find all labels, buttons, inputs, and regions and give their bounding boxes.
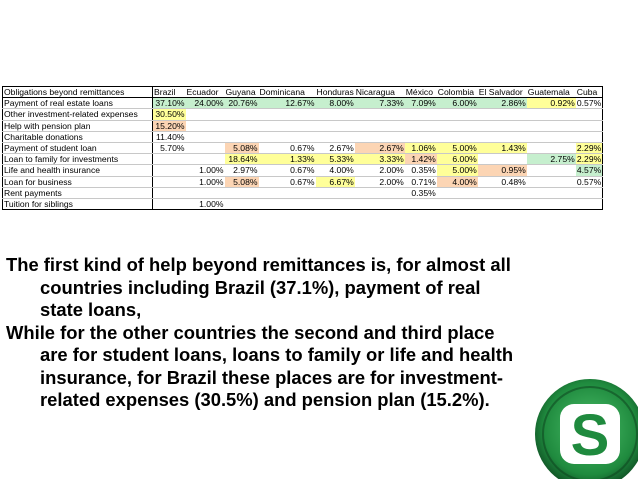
table-cell xyxy=(527,198,576,209)
table-cell xyxy=(316,187,355,198)
table-cell: 4.00% xyxy=(316,165,355,176)
table-row xyxy=(3,154,603,165)
table-cell: 0.35% xyxy=(405,187,437,198)
table-cell xyxy=(259,131,316,142)
table-cell xyxy=(576,131,603,142)
table-cell xyxy=(527,165,576,176)
table-cell xyxy=(153,176,186,187)
table-row xyxy=(3,187,603,198)
table-cell xyxy=(478,120,527,131)
table-cell xyxy=(259,120,316,131)
table-cell: 0.95% xyxy=(478,165,527,176)
table-row xyxy=(3,142,603,153)
row-label: Charitable donations xyxy=(3,131,153,142)
header-country: Colombia xyxy=(437,87,478,98)
table-cell xyxy=(405,198,437,209)
table-cell: 2.29% xyxy=(576,154,602,165)
table-cell xyxy=(405,120,437,131)
table-cell xyxy=(153,187,186,198)
table-cell: 0.67% xyxy=(259,142,316,153)
table-cell xyxy=(527,120,576,131)
table-cell xyxy=(355,198,405,209)
table-cell xyxy=(405,109,437,120)
table-cell: 2.00% xyxy=(355,165,405,176)
table-cell xyxy=(478,154,527,165)
table-cell xyxy=(186,109,225,120)
table-cell xyxy=(186,187,225,198)
table-cell: 7.33% xyxy=(355,98,405,109)
table-row xyxy=(3,165,603,176)
table-cell xyxy=(437,131,478,142)
table-header-row xyxy=(3,87,603,98)
table-cell: 2.29% xyxy=(576,143,602,154)
table-cell xyxy=(153,198,186,209)
s-logo-icon xyxy=(532,378,638,479)
table-cell: 5.08% xyxy=(225,142,259,153)
row-label: Payment of real estate loans xyxy=(3,98,153,109)
table-cell: 1.06% xyxy=(405,142,437,153)
table-cell: 11.40% xyxy=(153,131,186,142)
row-label: Tuition for siblings xyxy=(3,198,153,209)
table-cell: 1.00% xyxy=(186,165,225,176)
table-cell: 0.35% xyxy=(405,165,437,176)
header-country: Ecuador xyxy=(186,87,225,98)
table-cell: 5.00% xyxy=(437,142,478,153)
header-country: Honduras xyxy=(316,87,354,98)
table-cell xyxy=(527,176,576,187)
remittance-obligations-table xyxy=(2,86,603,210)
table-cell xyxy=(478,109,527,120)
table-cell xyxy=(478,198,527,209)
table-cell: 5.70% xyxy=(153,142,186,153)
row-label: Other investment-related expenses xyxy=(3,109,153,120)
table-cell xyxy=(259,109,316,120)
table-cell: 5.33% xyxy=(316,154,355,165)
table-cell: 7.09% xyxy=(405,98,437,109)
table-cell: 6.00% xyxy=(437,154,478,165)
table-cell xyxy=(259,187,316,198)
table-cell xyxy=(186,142,225,153)
table-cell xyxy=(437,187,478,198)
table-cell: 18.64% xyxy=(225,154,259,165)
table-row xyxy=(3,120,603,131)
table-cell xyxy=(527,131,576,142)
header-country: Nicaragua xyxy=(355,87,405,98)
table-cell: 0.57% xyxy=(576,98,602,109)
table-cell xyxy=(478,187,527,198)
table-cell: 0.71% xyxy=(405,176,437,187)
table-cell xyxy=(316,131,355,142)
table-cell: 1.42% xyxy=(405,154,437,165)
row-label: Help with pension plan xyxy=(3,120,153,131)
table-cell xyxy=(437,109,478,120)
table-body xyxy=(3,98,603,210)
table-cell xyxy=(186,120,225,131)
table-cell xyxy=(576,109,603,120)
table-cell: 0.57% xyxy=(576,176,602,187)
table-cell xyxy=(437,198,478,209)
table-cell xyxy=(316,198,355,209)
table-cell xyxy=(405,131,437,142)
row-label: Life and health insurance xyxy=(3,165,153,176)
table-cell: 20.76% xyxy=(225,98,259,109)
table-cell: 24.00% xyxy=(186,98,225,109)
table-cell xyxy=(225,131,259,142)
table-cell: 6.00% xyxy=(437,98,478,109)
table-cell: 30.50% xyxy=(153,109,186,120)
table-row xyxy=(3,131,603,142)
header-country: Dominicana xyxy=(259,87,316,98)
table-cell xyxy=(186,154,225,165)
table-cell xyxy=(355,120,405,131)
table-cell: 37.10% xyxy=(153,98,186,109)
table-cell xyxy=(576,120,603,131)
table-cell xyxy=(225,120,259,131)
table-row xyxy=(3,109,603,120)
header-country: El Salvador xyxy=(478,87,527,98)
table-cell: 2.75% xyxy=(527,154,576,165)
table-row xyxy=(3,176,603,187)
table-cell xyxy=(355,109,405,120)
table-cell xyxy=(225,109,259,120)
table-cell xyxy=(355,187,405,198)
table-cell: 1.43% xyxy=(478,142,527,153)
row-label: Payment of student loan xyxy=(3,142,153,153)
table-cell: 1.00% xyxy=(186,198,225,209)
row-label: Loan to family for investments xyxy=(3,154,153,165)
table-cell: 4.57% xyxy=(576,165,602,176)
table-cell: 3.33% xyxy=(355,154,405,165)
table-cell xyxy=(576,198,603,209)
table-cell xyxy=(527,109,576,120)
table-cell xyxy=(478,131,527,142)
table-cell: 1.33% xyxy=(259,154,316,165)
header-country: Guatemala xyxy=(527,87,576,98)
table-cell xyxy=(225,187,259,198)
summary-text xyxy=(6,254,516,412)
table-cell xyxy=(225,198,259,209)
bullet-paragraph: While for the other countries the second and third place are for student loans, loans to family or life and health insurance, for Brazil these places are for investment-related expenses (30.5%) and pension plan (15.2%). xyxy=(6,321,514,410)
table-cell: 0.67% xyxy=(259,176,316,187)
table-cell xyxy=(527,142,576,153)
table-cell xyxy=(355,131,405,142)
table-cell xyxy=(316,109,355,120)
table-cell xyxy=(186,131,225,142)
row-label: Rent payments xyxy=(3,187,153,198)
table-cell: 15.20% xyxy=(153,120,186,131)
table-cell: 2.67% xyxy=(355,142,405,153)
table-cell xyxy=(259,198,316,209)
table-cell: 2.00% xyxy=(355,176,405,187)
table-cell: 2.67% xyxy=(316,142,355,153)
table-cell: 2.86% xyxy=(478,98,527,109)
table-cell: 12.67% xyxy=(259,98,316,109)
table-cell xyxy=(316,120,355,131)
table-row xyxy=(3,198,603,209)
header-country: México xyxy=(405,87,437,98)
table-cell: 0.48% xyxy=(478,176,527,187)
table-cell: 5.08% xyxy=(225,176,259,187)
table-cell: 2.97% xyxy=(225,165,259,176)
table-cell: 4.00% xyxy=(437,176,478,187)
table-cell xyxy=(527,187,576,198)
table-cell xyxy=(153,165,186,176)
table-cell: 0.67% xyxy=(259,165,316,176)
table-row xyxy=(3,98,603,109)
header-country: Cuba xyxy=(576,87,603,98)
row-label: Loan for business xyxy=(3,176,153,187)
table-cell: 6.67% xyxy=(316,176,355,187)
table-cell: 5.00% xyxy=(437,165,478,176)
table-cell: 1.00% xyxy=(186,176,225,187)
table-header-label: Obligations beyond remittances xyxy=(3,87,153,98)
table-cell xyxy=(437,120,478,131)
bullet-paragraph: The first kind of help beyond remittances is, for almost all countries including Brazil (37.1%), payment of real state loans, xyxy=(6,254,511,320)
table-cell xyxy=(153,154,186,165)
table-cell xyxy=(576,187,603,198)
header-country: Brazil xyxy=(153,87,186,98)
table-cell: 8.00% xyxy=(316,98,355,109)
table-cell: 0.92% xyxy=(527,98,576,109)
svg-text:S: S xyxy=(570,403,610,468)
header-country: Guyana xyxy=(225,87,259,98)
